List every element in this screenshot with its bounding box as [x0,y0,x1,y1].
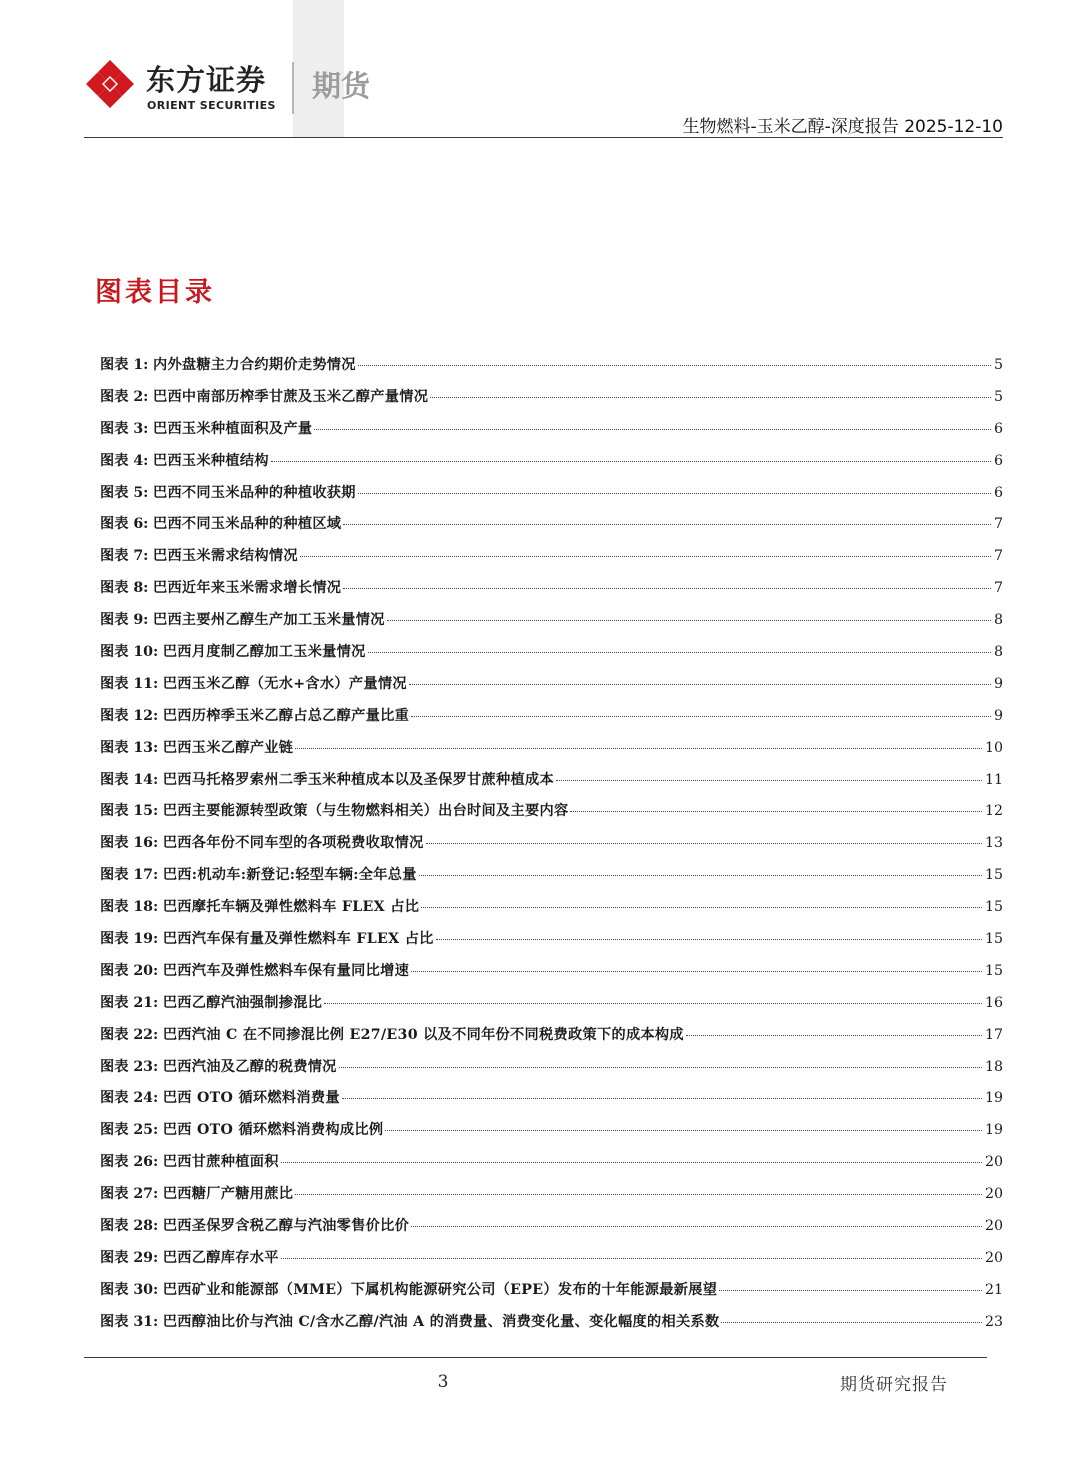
toc-entry-title: 巴西汽油及乙醇的税费情况 [162,1058,337,1075]
toc-entry[interactable] [100,1119,1003,1151]
toc-entry-label: 图表 25: [100,1122,159,1139]
toc-list [100,354,1003,1343]
toc-entry-title: 巴西中南部历榨季甘蔗及玉米乙醇产量情况 [152,388,429,405]
toc-entry-page: 8 [993,612,1003,629]
toc-entry[interactable] [100,609,1003,641]
toc-entry-title: 巴西圣保罗含税乙醇与汽油零售价比价 [162,1218,410,1235]
toc-entry-label: 图表 6: [100,516,149,533]
toc-entry-label: 图表 22: [100,1026,159,1043]
toc-entry-label: 图表 11: [100,675,159,692]
toc-entry-title: 巴西甘蔗种植面积 [162,1154,279,1171]
toc-dot-leader [426,843,982,844]
toc-entry-title: 巴西历榨季玉米乙醇占总乙醇产量比重 [162,707,410,724]
toc-dot-leader [358,493,991,494]
toc-entry-label: 图表 2: [100,388,149,405]
toc-entry-label: 图表 24: [100,1090,159,1107]
toc-entry-title: 巴西 OTO 循环燃料消费构成比例 [162,1122,384,1139]
toc-entry-page: 15 [984,867,1003,884]
toc-entry[interactable] [100,769,1003,801]
toc-entry[interactable] [100,673,1003,705]
toc-entry-title: 巴西月度制乙醇加工玉米量情况 [162,644,366,661]
toc-entry-title: 巴西乙醇库存水平 [162,1249,279,1266]
toc-entry[interactable] [100,641,1003,673]
toc-dot-leader [436,939,982,940]
toc-entry-page: 10 [984,739,1003,756]
toc-entry-title: 巴西玉米乙醇产业链 [162,739,294,756]
toc-entry-page: 7 [993,548,1003,565]
toc-entry-label: 图表 15: [100,803,159,820]
toc-entry-title: 巴西矿业和能源部（MME）下属机构能源研究公司（EPE）发布的十年能源最新展望 [162,1281,718,1298]
toc-entry-title: 巴西糖厂产糖用蔗比 [162,1186,294,1203]
toc-dot-leader [368,652,991,653]
toc-entry-page: 20 [984,1249,1003,1266]
toc-entry-page: 21 [984,1281,1003,1298]
toc-entry-title: 巴西玉米需求结构情况 [152,548,298,565]
toc-entry[interactable] [100,705,1003,737]
toc-entry-title: 巴西玉米乙醇（无水+含水）产量情况 [162,675,407,692]
toc-entry-title: 巴西汽车保有量及弹性燃料车 FLEX 占比 [162,931,434,948]
toc-entry-title: 巴西 OTO 循环燃料消费量 [162,1090,340,1107]
toc-entry-label: 图表 29: [100,1249,159,1266]
footer-rule [84,1357,987,1358]
toc-dot-leader [342,1098,982,1099]
toc-entry-label: 图表 17: [100,867,159,884]
toc-entry-label: 图表 12: [100,707,159,724]
toc-entry-page: 20 [984,1154,1003,1171]
toc-entry-label: 图表 28: [100,1218,159,1235]
toc-entry[interactable] [100,864,1003,896]
toc-entry-label: 图表 3: [100,420,149,437]
toc-dot-leader [409,684,991,685]
toc-dot-leader [411,1226,982,1227]
toc-dot-leader [339,1067,982,1068]
toc-entry-label: 图表 19: [100,931,159,948]
toc-entry[interactable] [100,1183,1003,1215]
brand-name-cn: 东方证券 [146,63,267,97]
toc-entry-title: 巴西汽油 C 在不同掺混比例 E27/E30 以及不同年份不同税费政策下的成本构成 [162,1026,684,1043]
toc-entry-label: 图表 1: [100,357,149,373]
toc-entry[interactable] [100,1311,1003,1343]
toc-title: 图表目录 [95,277,215,308]
toc-entry-title: 巴西醇油比价与汽油 C/含水乙醇/汽油 A 的消费量、消费变化量、变化幅度的相关系数 [162,1313,720,1330]
toc-entry-title: 巴西摩托车辆及弹性燃料车 FLEX 占比 [162,899,420,916]
toc-entry[interactable] [100,450,1003,482]
toc-dot-leader [358,365,991,366]
toc-entry-title: 巴西近年来玉米需求增长情况 [152,580,342,597]
toc-entry-page: 13 [984,835,1003,852]
page-number: 3 [437,1372,449,1392]
toc-dot-leader [271,461,991,462]
toc-entry[interactable] [100,960,1003,992]
toc-entry[interactable] [100,513,1003,545]
toc-entry-page: 6 [993,420,1003,437]
toc-entry-title: 巴西马托格罗索州二季玉米种植成本以及圣保罗甘蔗种植成本 [162,771,554,788]
toc-dot-leader [295,1194,982,1195]
toc-entry-page: 23 [984,1313,1003,1330]
toc-dot-leader [324,1003,982,1004]
toc-dot-leader [419,875,982,876]
brand-divider [292,62,294,114]
toc-entry[interactable] [100,354,1003,386]
header-rule [84,137,1003,138]
toc-entry-title: 巴西汽车及弹性燃料车保有量同比增速 [162,962,410,979]
report-title-date: 生物燃料-玉米乙醇-深度报告 2025-12-10 [682,117,1003,137]
toc-dot-leader [421,907,982,908]
toc-entry-page: 5 [993,388,1003,405]
toc-entry-page: 5 [993,357,1003,373]
footer-label: 期货研究报告 [840,1375,948,1395]
toc-entry[interactable] [100,1279,1003,1311]
toc-entry[interactable] [100,418,1003,450]
toc-entry-page: 7 [993,516,1003,533]
toc-entry-label: 图表 30: [100,1281,159,1298]
orient-securities-logo [84,58,136,110]
toc-entry-page: 9 [993,707,1003,724]
toc-dot-leader [411,716,991,717]
toc-entry-label: 图表 9: [100,612,149,629]
toc-dot-leader [721,1322,981,1323]
toc-entry-label: 图表 27: [100,1186,159,1203]
toc-dot-leader [556,780,982,781]
toc-dot-leader [295,748,982,749]
toc-entry-page: 9 [993,675,1003,692]
toc-dot-leader [385,1130,982,1131]
toc-entry-title: 巴西玉米种植结构 [152,452,269,469]
toc-dot-leader [300,556,991,557]
toc-entry[interactable] [100,386,1003,418]
logo-diamond-shapes [86,60,134,108]
toc-entry-title: 巴西主要能源转型政策（与生物燃料相关）出台时间及主要内容 [162,803,569,820]
brand-name-en: ORIENT SECURITIES [147,99,276,112]
toc-entry-label: 图表 7: [100,548,149,565]
toc-entry-page: 8 [993,644,1003,661]
toc-dot-leader [387,620,991,621]
toc-dot-leader [314,429,991,430]
toc-entry[interactable] [100,1024,1003,1056]
toc-entry-title: 内外盘糖主力合约期价走势情况 [152,357,356,373]
toc-entry-page: 18 [984,1058,1003,1075]
toc-entry-page: 15 [984,899,1003,916]
toc-entry[interactable] [100,832,1003,864]
toc-entry-label: 图表 21: [100,994,159,1011]
toc-entry-title: 巴西乙醇汽油强制掺混比 [162,994,323,1011]
toc-dot-leader [430,397,991,398]
toc-entry-page: 7 [993,580,1003,597]
toc-entry-page: 20 [984,1186,1003,1203]
toc-dot-leader [343,588,991,589]
toc-dot-leader [281,1258,982,1259]
toc-entry-page: 15 [984,931,1003,948]
toc-entry[interactable] [100,928,1003,960]
toc-entry-label: 图表 5: [100,484,149,501]
toc-entry-label: 图表 18: [100,899,159,916]
toc-entry-title: 巴西不同玉米品种的种植收获期 [152,484,356,501]
toc-entry-page: 11 [984,771,1003,788]
toc-entry[interactable] [100,1215,1003,1247]
toc-entry[interactable] [100,1087,1003,1119]
toc-entry-label: 图表 10: [100,644,159,661]
toc-entry-title: 巴西:机动车:新登记:轻型车辆:全年总量 [162,867,417,884]
toc-entry-page: 19 [984,1090,1003,1107]
toc-entry-page: 20 [984,1218,1003,1235]
toc-entry[interactable] [100,577,1003,609]
toc-entry[interactable] [100,992,1003,1024]
toc-entry-label: 图表 14: [100,771,159,788]
toc-entry[interactable] [100,1056,1003,1088]
toc-entry-label: 图表 20: [100,962,159,979]
toc-entry-title: 巴西主要州乙醇生产加工玉米量情况 [152,612,385,629]
toc-entry[interactable] [100,1247,1003,1279]
toc-entry-page: 6 [993,484,1003,501]
toc-entry[interactable] [100,545,1003,577]
toc-entry-page: 19 [984,1122,1003,1139]
toc-entry-page: 6 [993,452,1003,469]
toc-entry[interactable] [100,800,1003,832]
toc-entry-label: 图表 16: [100,835,159,852]
toc-entry-label: 图表 31: [100,1313,159,1330]
toc-dot-leader [411,971,982,972]
toc-dot-leader [343,524,991,525]
toc-entry-page: 16 [984,994,1003,1011]
toc-entry-page: 17 [984,1026,1003,1043]
toc-entry[interactable] [100,896,1003,928]
section-tag: 期货 [312,69,371,103]
toc-entry-title: 巴西玉米种植面积及产量 [152,420,313,437]
toc-entry-label: 图表 13: [100,739,159,756]
toc-dot-leader [686,1035,982,1036]
toc-entry-page: 15 [984,962,1003,979]
toc-entry-title: 巴西不同玉米品种的种植区域 [152,516,342,533]
toc-entry-label: 图表 23: [100,1058,159,1075]
toc-dot-leader [281,1162,982,1163]
toc-entry[interactable] [100,1151,1003,1183]
toc-dot-leader [570,811,981,812]
toc-entry-label: 图表 4: [100,452,149,469]
toc-entry-label: 图表 26: [100,1154,159,1171]
toc-entry[interactable] [100,737,1003,769]
toc-entry-page: 12 [984,803,1003,820]
toc-entry[interactable] [100,482,1003,514]
toc-entry-title: 巴西各年份不同车型的各项税费收取情况 [162,835,424,852]
toc-entry-label: 图表 8: [100,580,149,597]
toc-dot-leader [719,1290,982,1291]
